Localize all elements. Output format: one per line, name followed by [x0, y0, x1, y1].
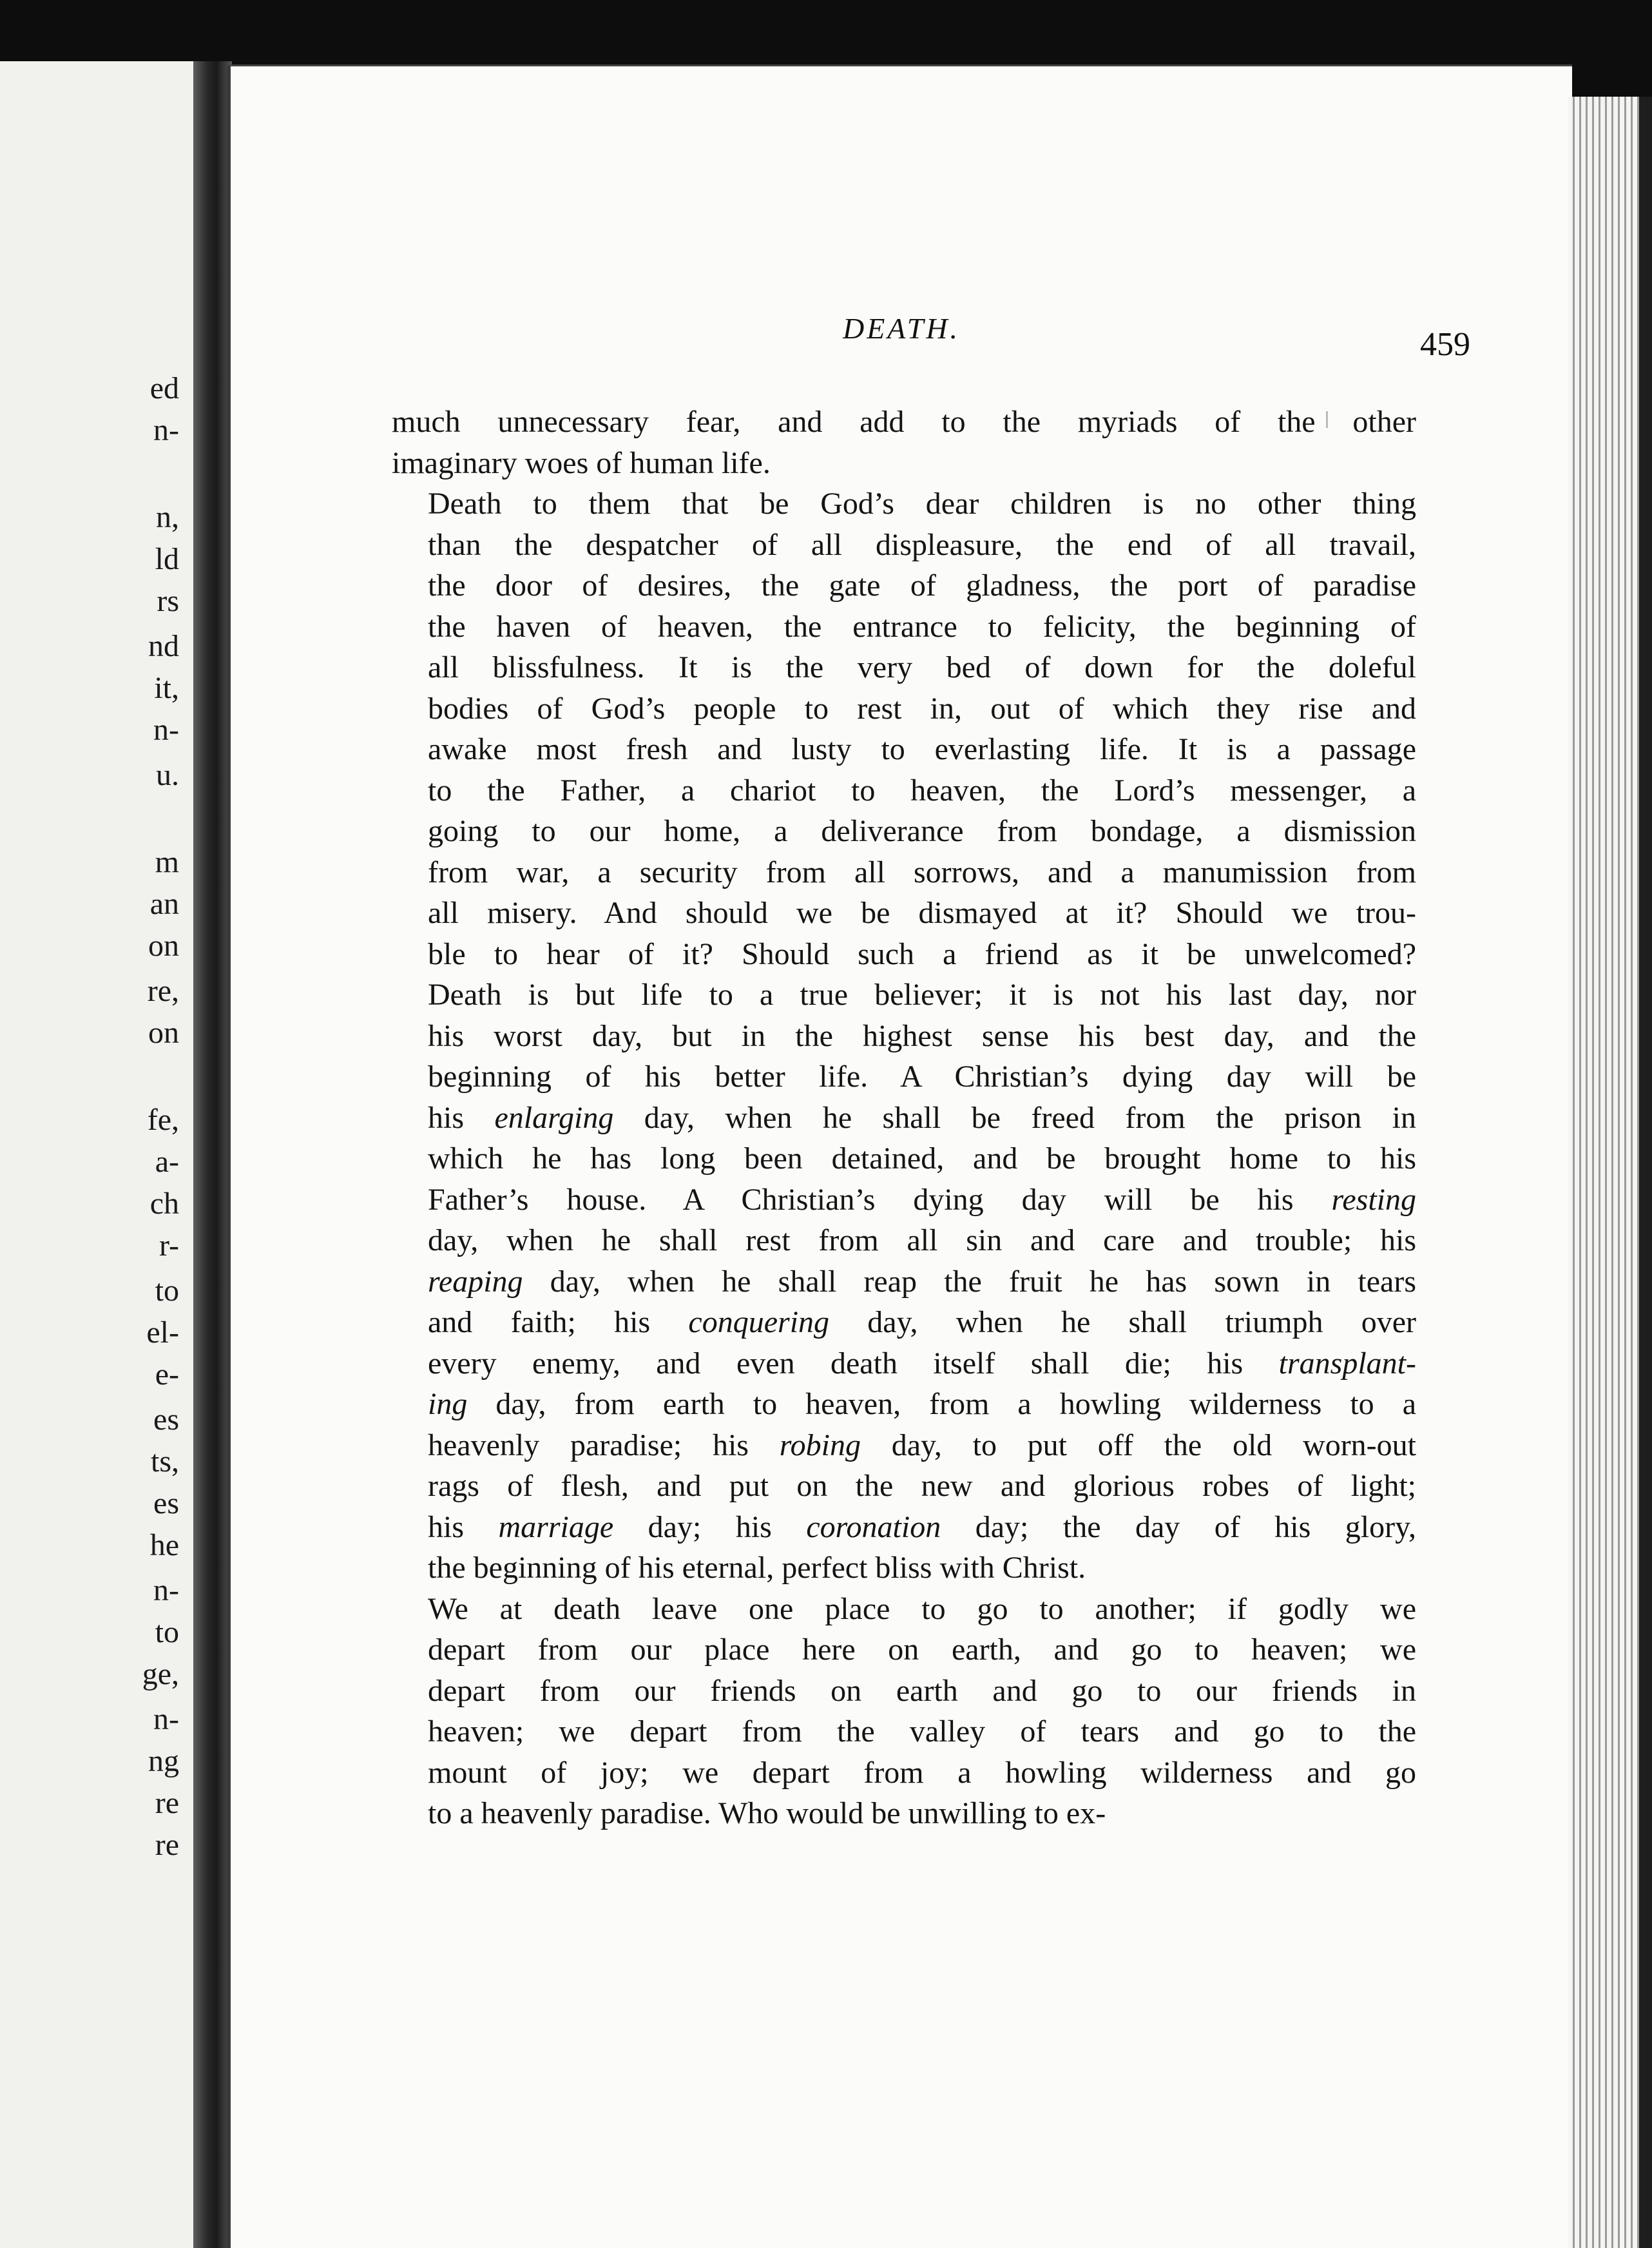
text-line: day, when he shall rest from all sin and care and trouble; his [428, 1223, 1416, 1257]
left-page-text-fragments [0, 61, 193, 2248]
left-page-fragment: el- [146, 1315, 179, 1350]
text-line: and faith; his conquering day, when he shall triumph over [428, 1305, 1416, 1339]
left-page-fragment: ch [149, 1187, 179, 1221]
text-line: his enlarging day, when he shall be freed from the prison in [428, 1100, 1416, 1135]
text-line: rags of flesh, and put on the new and glorious robes of light; [428, 1469, 1416, 1503]
left-page-fragment: ld [155, 542, 179, 576]
text-line: ing day, from earth to heaven, from a howling wilderness to a [428, 1387, 1416, 1421]
page-header [231, 311, 1572, 402]
left-page-fragment: to [155, 1615, 179, 1649]
italic-word: conquering [688, 1305, 830, 1339]
left-page-fragment: n- [153, 713, 179, 747]
text-line: from war, a security from all sorrows, and a manumission from [428, 855, 1416, 889]
text-line: bodies of God’s people to rest in, out of which they rise and [428, 691, 1416, 726]
left-page-fragment: he [149, 1528, 179, 1562]
page-edges [1568, 97, 1639, 2248]
left-page-fragment: ts, [150, 1444, 179, 1478]
text-line: his marriage day; his coronation day; the day of his glory, [428, 1509, 1416, 1544]
text-line: to the Father, a chariot to heaven, the Lord’s messenger, a [428, 773, 1416, 808]
left-page-fragment: an [149, 887, 179, 921]
left-page-fragment: ng [148, 1744, 179, 1778]
left-page-fragment: m [155, 845, 179, 879]
left-page-fragment: nd [148, 629, 179, 663]
left-page-fragment: a- [155, 1145, 179, 1179]
text-line: the beginning of his eternal, perfect bliss with Christ. [428, 1551, 1086, 1585]
text-line: all blissfulness. It is the very bed of down for the doleful [428, 650, 1416, 684]
text-line: imaginary woes of human life. [392, 445, 771, 480]
left-page-fragment: n, [156, 500, 179, 534]
body-text [392, 402, 1416, 1834]
text-line: depart from our place here on earth, and go to heaven; we [428, 1633, 1416, 1667]
text-line: all misery. And should we be dismayed at it? Should we trou- [428, 896, 1416, 930]
left-page-fragment: u. [156, 758, 179, 792]
left-page-fragment: re [155, 1828, 179, 1862]
paragraph [392, 402, 1416, 483]
text-line: Father’s house. A Christian’s dying day will be his resting [428, 1182, 1416, 1217]
left-page-fragment: on [148, 929, 179, 963]
text-line: depart from our friends on earth and go to our friends in [428, 1673, 1416, 1708]
left-page-fragment: r- [158, 1228, 179, 1263]
text-line: ble to hear of it? Should such a friend as it be unwelcomed? [428, 936, 1416, 971]
left-facing-page [0, 61, 193, 2248]
italic-word: enlarging [494, 1100, 614, 1135]
italic-word: ing [428, 1387, 468, 1421]
text-line: beginning of his better life. A Christian’s dying day will be [428, 1060, 1416, 1094]
left-page-fragment: n- [153, 413, 179, 447]
text-line: heaven; we depart from the valley of tears and go to the [428, 1714, 1416, 1749]
left-page-fragment: on [148, 1016, 179, 1050]
page-edges-shadow [1639, 97, 1652, 2248]
left-page-fragment: n- [153, 1702, 179, 1736]
paragraph [392, 1589, 1416, 1834]
italic-word: coronation [806, 1509, 941, 1544]
left-page-fragment: it, [154, 671, 179, 705]
italic-word: reaping [428, 1264, 523, 1299]
text-line: Death is but life to a true believer; it is not his last day, nor [428, 978, 1416, 1012]
text-line: every enemy, and even death itself shall die; his transplant- [428, 1346, 1416, 1381]
text-line: We at death leave one place to go to another; if godly we [428, 1591, 1416, 1626]
text-line: much unnecessary fear, and add to the myriads of the other [392, 405, 1416, 439]
text-line: the haven of heaven, the entrance to felicity, the beginning of [428, 609, 1416, 644]
italic-word: resting [1331, 1182, 1416, 1217]
text-line: reaping day, when he shall reap the fruit he has sown in tears [428, 1264, 1416, 1299]
left-page-fragment: ed [149, 371, 179, 405]
left-page-fragment: fe, [147, 1103, 179, 1137]
text-line: going to our home, a deliverance from bondage, a dismission [428, 814, 1416, 848]
left-page-fragment: rs [157, 584, 179, 618]
running-head: DEATH. [842, 312, 960, 345]
text-line: mount of joy; we depart from a howling wilderness and go [428, 1755, 1416, 1790]
italic-word: robing [779, 1428, 861, 1462]
text-line: to a heavenly paradise. Who would be unwilling to ex- [428, 1796, 1106, 1830]
text-line: his worst day, but in the highest sense his best day, and the [428, 1018, 1416, 1053]
right-page [227, 64, 1572, 2248]
book-gutter [193, 61, 232, 2248]
left-page-fragment: es [153, 1402, 179, 1437]
text-line: Death to them that be God’s dear children is no other thing [428, 487, 1416, 521]
page-number: 459 [1420, 326, 1470, 363]
left-page-fragment: es [153, 1486, 179, 1520]
italic-word: marriage [498, 1509, 614, 1544]
left-page-fragment: ge, [142, 1657, 179, 1691]
italic-word: transplant- [1278, 1346, 1416, 1381]
paragraph [392, 483, 1416, 1589]
left-page-fragment: e- [155, 1357, 179, 1391]
left-page-fragment: to [155, 1274, 179, 1308]
text-line: the door of desires, the gate of gladness, the port of paradise [428, 568, 1416, 603]
text-line: which he has long been detained, and be brought home to his [428, 1141, 1416, 1176]
text-line: heavenly paradise; his robing day, to put off the old worn-out [428, 1428, 1416, 1462]
text-line: awake most fresh and lusty to everlasting life. It is a passage [428, 732, 1416, 766]
left-page-fragment: re, [147, 974, 179, 1008]
left-page-fragment: re [155, 1786, 179, 1820]
left-page-fragment: n- [153, 1573, 179, 1607]
text-line: than the despatcher of all displeasure, the end of all travail, [428, 527, 1416, 562]
